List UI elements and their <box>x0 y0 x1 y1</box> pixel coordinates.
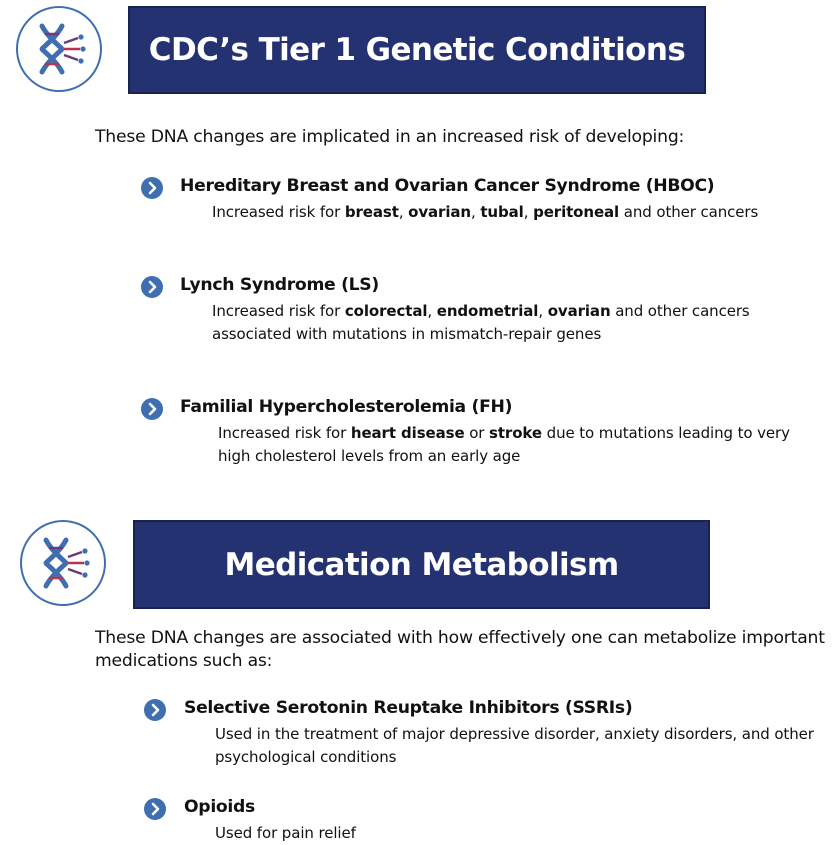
description-text: , <box>523 203 534 221</box>
condition-title: Lynch Syndrome (LS) <box>180 275 379 295</box>
description-text: Used in the treatment of major depressive disorder, anxiety disorders, and other psychological conditions <box>215 725 814 766</box>
medication-description <box>215 723 830 769</box>
emphasis-text: ovarian <box>547 302 611 320</box>
emphasis-text: peritoneal <box>533 203 620 221</box>
description-text: and other cancers <box>619 203 759 221</box>
description-text: due to mutations leading to very high cholesterol levels from an early age <box>218 424 790 465</box>
description-text: Increased risk for <box>212 203 345 221</box>
section-intro: These DNA changes are implicated in an increased risk of developing: <box>95 127 685 147</box>
emphasis-text: colorectal <box>344 302 428 320</box>
chevron-right-icon <box>144 798 166 820</box>
section-intro: These DNA changes are associated with how effectively one can metabolize important medications such as: <box>95 628 825 671</box>
emphasis-text: breast <box>344 203 399 221</box>
dna-icon <box>20 520 106 606</box>
condition-title: Familial Hypercholesterolemia (FH) <box>180 397 513 417</box>
description-text: , <box>398 203 409 221</box>
emphasis-text: heart disease <box>350 424 465 442</box>
description-text: Increased risk for <box>218 424 351 442</box>
section-banner: Medication Metabolism <box>133 520 710 609</box>
description-text: , <box>471 203 481 221</box>
description-text: Used for pain relief <box>215 824 356 842</box>
description-text: and other cancers associated with mutations in mismatch-repair genes <box>212 302 750 343</box>
section-banner: CDC’s Tier 1 Genetic Conditions <box>128 6 706 94</box>
emphasis-text: stroke <box>489 424 542 442</box>
medication-title: Selective Serotonin Reuptake Inhibitors (SSRIs) <box>184 698 633 718</box>
medication-description <box>215 822 815 845</box>
description-text: Increased risk for <box>212 302 345 320</box>
emphasis-text: endometrial <box>436 302 539 320</box>
emphasis-text: ovarian <box>408 203 472 221</box>
description-text: , <box>427 302 437 320</box>
chevron-right-icon <box>144 699 166 721</box>
description-text: , <box>538 302 548 320</box>
emphasis-text: tubal <box>480 203 524 221</box>
medication-title: Opioids <box>184 797 255 817</box>
description-text: or <box>464 424 490 442</box>
condition-title: Hereditary Breast and Ovarian Cancer Syndrome (HBOC) <box>180 176 715 196</box>
